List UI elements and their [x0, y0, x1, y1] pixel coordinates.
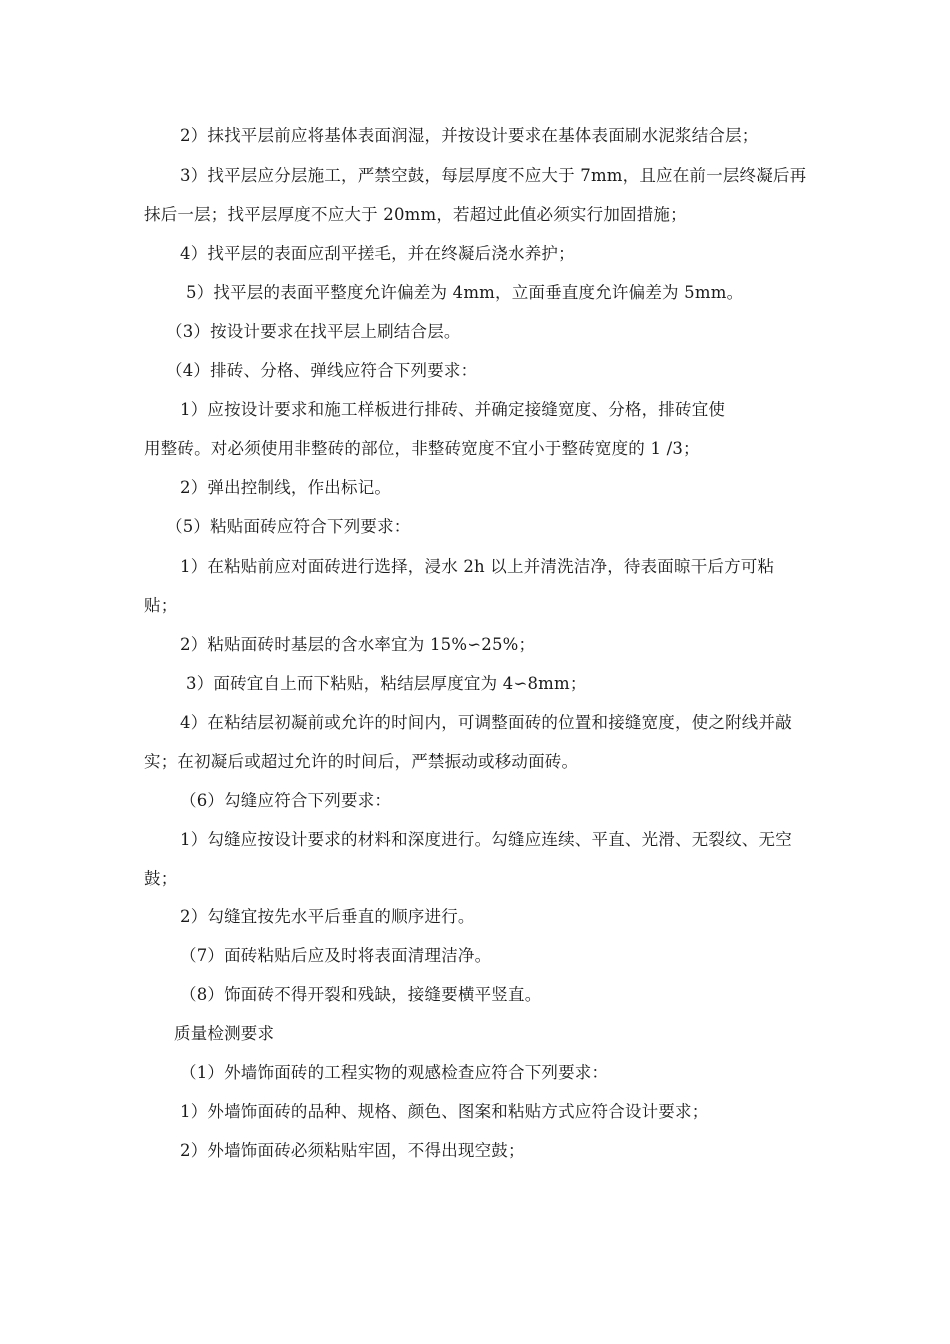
text-line: 2）勾缝宜按先水平后垂直的顺序进行。	[180, 907, 475, 926]
text-line: 1）勾缝应按设计要求的材料和深度进行。勾缝应连续、平直、光滑、无裂纹、无空	[180, 830, 792, 849]
text-line: 用整砖。对必须使用非整砖的部位，非整砖宽度不宜小于整砖宽度的 1 /3；	[144, 439, 700, 458]
text-line: 贴；	[144, 596, 178, 615]
text-line: （5）粘贴面砖应符合下列要求：	[166, 517, 411, 536]
text-line: 2）粘贴面砖时基层的含水率宜为 15%∽25%；	[180, 635, 536, 654]
text-line: 1）在粘贴前应对面砖进行选择，浸水 2h 以上并清洗洁净，待表面晾干后方可粘	[180, 557, 775, 576]
text-line: 4）在粘结层初凝前或允许的时间内，可调整面砖的位置和接缝宽度，使之附线并敲	[180, 713, 792, 732]
text-line: 4）找平层的表面应刮平搓毛，并在终凝后浇水养护；	[180, 244, 575, 263]
text-line: （3）按设计要求在找平层上刷结合层。	[166, 322, 461, 341]
text-line: 鼓；	[144, 869, 178, 888]
text-line: 实；在初凝后或超过允许的时间后，严禁振动或移动面砖。	[144, 752, 579, 771]
text-line: 2）外墙饰面砖必须粘贴牢固，不得出现空鼓；	[180, 1141, 525, 1160]
text-line: （1）外墙饰面砖的工程实物的观感检查应符合下列要求：	[180, 1063, 609, 1082]
text-line: （4）排砖、分格、弹线应符合下列要求：	[166, 361, 478, 380]
text-line: 1）应按设计要求和施工样板进行排砖、并确定接缝宽度、分格，排砖宜使	[180, 400, 726, 419]
text-line: 抹后一层；找平层厚度不应大于 20mm，若超过此值必须实行加固措施；	[144, 205, 687, 224]
section-heading: 质量检测要求	[174, 1024, 275, 1043]
text-line: （6）勾缝应符合下列要求：	[180, 791, 392, 810]
text-line: （8）饰面砖不得开裂和残缺，接缝要横平竖直。	[180, 985, 542, 1004]
text-line: 2）弹出控制线，作出标记。	[180, 478, 392, 497]
text-line: 3）面砖宜自上而下粘贴，粘结层厚度宜为 4∽8mm；	[186, 674, 587, 693]
text-line: （7）面砖粘贴后应及时将表面清理洁净。	[180, 946, 492, 965]
text-line: 5）找平层的表面平整度允许偏差为 4mm，立面垂直度允许偏差为 5mm。	[186, 283, 744, 302]
text-line: 2）抹找平层前应将基体表面润湿，并按设计要求在基体表面刷水泥浆结合层；	[180, 126, 759, 145]
text-line: 3）找平层应分层施工，严禁空鼓，每层厚度不应大于 7mm，且应在前一层终凝后再	[180, 166, 807, 185]
text-line: 1）外墙饰面砖的品种、规格、颜色、图案和粘贴方式应符合设计要求；	[180, 1102, 709, 1121]
